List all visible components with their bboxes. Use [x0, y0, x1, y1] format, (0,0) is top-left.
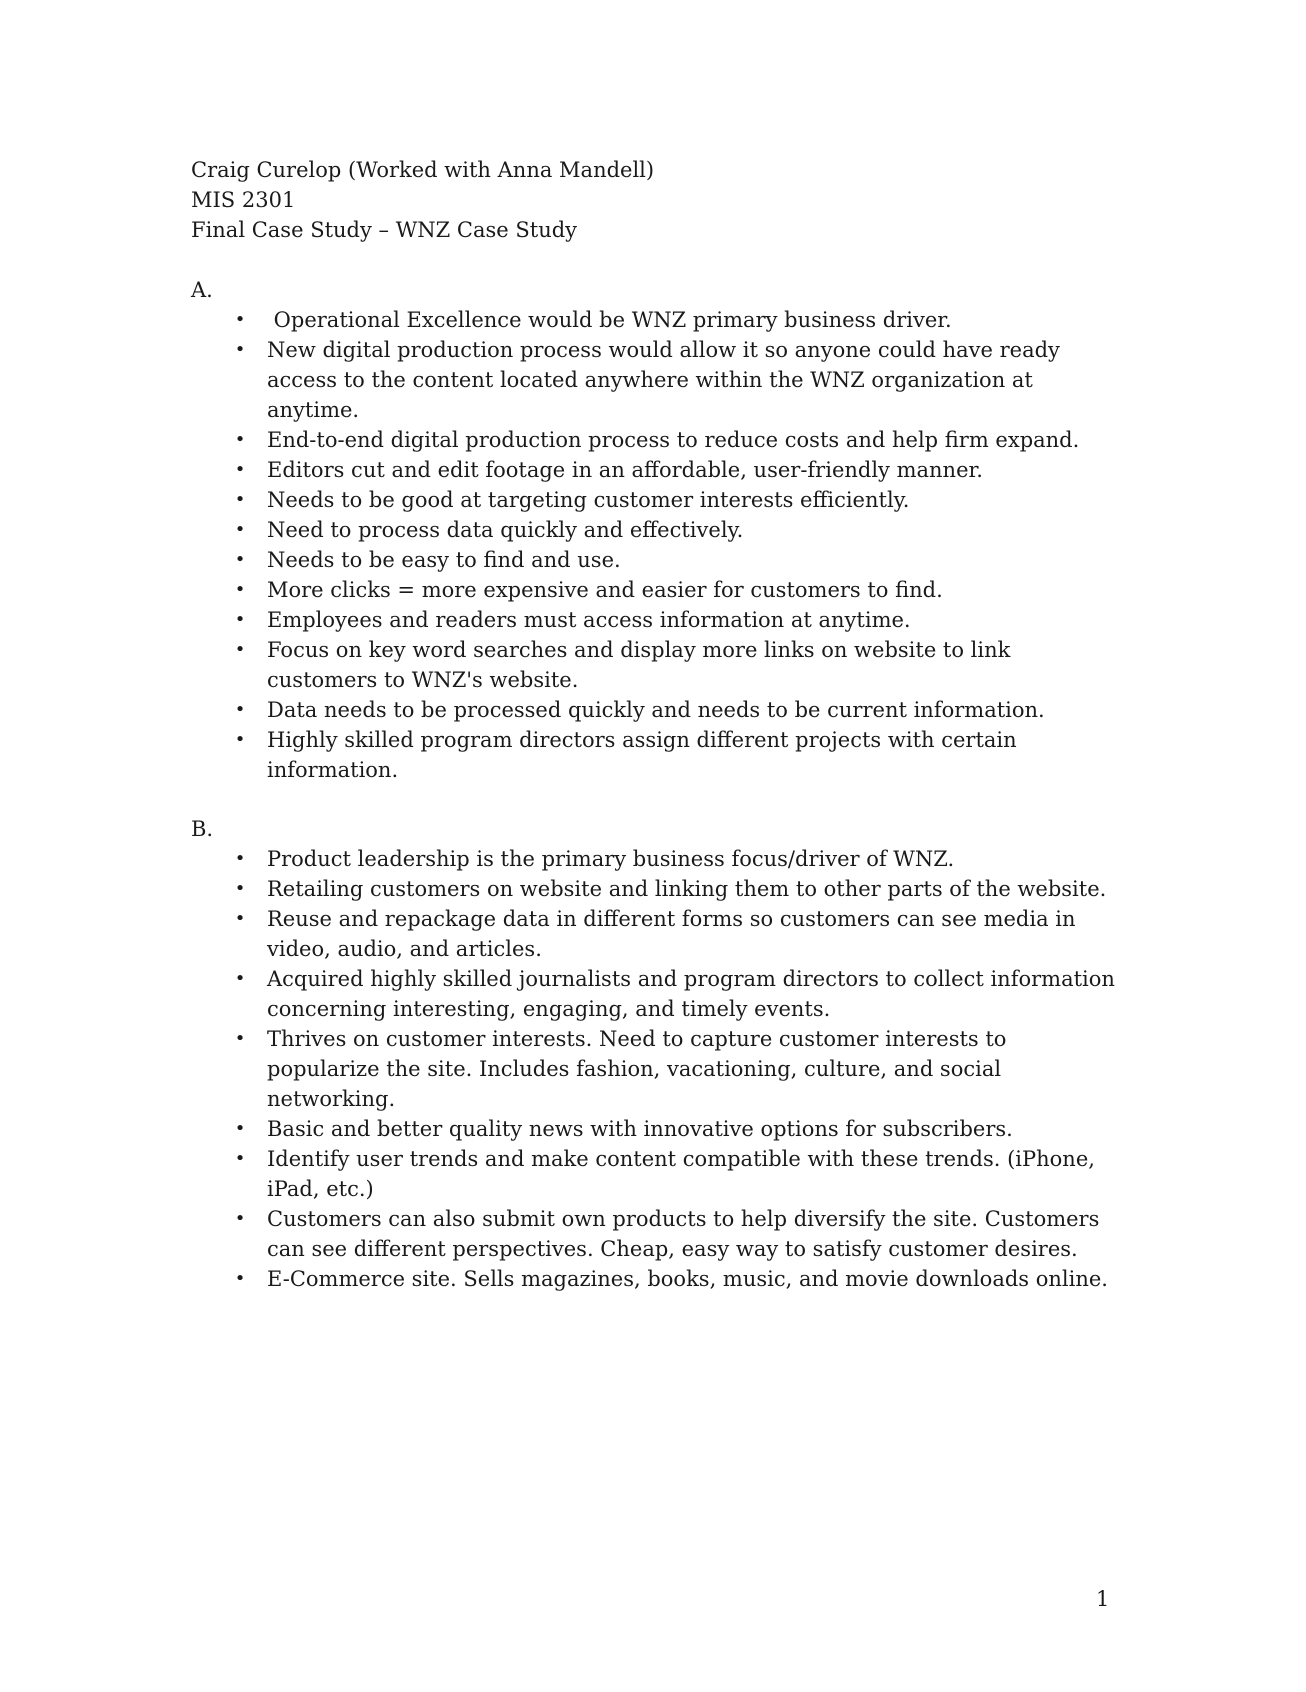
list-item-text: Editors cut and edit footage in an affordable, user-friendly manner. — [267, 458, 983, 482]
bullet-icon: • — [234, 968, 246, 989]
list-item-text: Focus on key word searches and display more links on website to link customers to WNZ's website. — [267, 638, 1011, 692]
list-item — [191, 485, 1121, 515]
title-line: Final Case Study – WNZ Case Study — [191, 218, 578, 242]
list-item — [191, 605, 1121, 635]
bullet-icon: • — [234, 1208, 246, 1229]
bullet-icon: • — [234, 519, 246, 540]
list-item — [191, 425, 1121, 455]
list-item-text: Need to process data quickly and effectively. — [267, 518, 744, 542]
list-item-text: Highly skilled program directors assign different projects with certain information. — [267, 728, 1017, 782]
section-b-label: B. — [191, 817, 214, 841]
list-item — [191, 1024, 1121, 1114]
list-item-text: E-Commerce site. Sells magazines, books, music, and movie downloads online. — [267, 1267, 1108, 1291]
section-a — [191, 275, 1121, 785]
list-item-text: Product leadership is the primary business focus/driver of WNZ. — [267, 847, 955, 871]
bullet-icon: • — [234, 908, 246, 929]
list-item — [191, 964, 1121, 1024]
bullet-icon: • — [234, 609, 246, 630]
list-item-text: Operational Excellence would be WNZ primary business driver. — [267, 308, 952, 332]
list-item — [191, 335, 1121, 425]
section-a-bullet-list — [191, 305, 1121, 785]
bullet-icon: • — [234, 1148, 246, 1169]
author-line: Craig Curelop (Worked with Anna Mandell) — [191, 158, 655, 182]
list-item-text: New digital production process would allow it so anyone could have ready access to the content located anywhere within the WNZ organization at anytime. — [267, 338, 1060, 422]
bullet-icon: • — [234, 639, 246, 660]
list-item-text: Data needs to be processed quickly and needs to be current information. — [267, 698, 1045, 722]
list-item-text: Identify user trends and make content compatible with these trends. (iPhone, iPad, etc.) — [267, 1147, 1095, 1201]
bullet-icon: • — [234, 309, 246, 330]
bullet-icon: • — [234, 699, 246, 720]
list-item — [191, 1264, 1121, 1294]
bullet-icon: • — [234, 459, 246, 480]
list-item-text: Reuse and repackage data in different forms so customers can see media in video, audio, and articles. — [267, 907, 1076, 961]
bullet-icon: • — [234, 489, 246, 510]
bullet-icon: • — [234, 549, 246, 570]
bullet-icon: • — [234, 429, 246, 450]
list-item — [191, 874, 1121, 904]
list-item-text: Needs to be good at targeting customer interests efficiently. — [267, 488, 910, 512]
list-item — [191, 695, 1121, 725]
list-item — [191, 545, 1121, 575]
list-item-text: Needs to be easy to find and use. — [267, 548, 621, 572]
list-item — [191, 455, 1121, 485]
page-number: 1 — [1096, 1587, 1110, 1611]
list-item — [191, 515, 1121, 545]
list-item — [191, 725, 1121, 785]
section-b-bullet-list — [191, 844, 1121, 1294]
list-item — [191, 305, 1121, 335]
list-item-text: Retailing customers on website and linking them to other parts of the website. — [267, 877, 1107, 901]
list-item-text: End-to-end digital production process to reduce costs and help firm expand. — [267, 428, 1080, 452]
list-item-text: Basic and better quality news with innovative options for subscribers. — [267, 1117, 1013, 1141]
list-item — [191, 575, 1121, 605]
list-item — [191, 1204, 1121, 1264]
bullet-icon: • — [234, 729, 246, 750]
list-item-text: Customers can also submit own products to help diversify the site. Customers can see different perspectives. Cheap, easy way to satisfy customer desires. — [267, 1207, 1100, 1261]
bullet-icon: • — [234, 848, 246, 869]
bullet-icon: • — [234, 579, 246, 600]
document-header — [191, 155, 654, 245]
section-b — [191, 814, 1121, 1294]
list-item — [191, 635, 1121, 695]
list-item — [191, 844, 1121, 874]
list-item — [191, 1114, 1121, 1144]
course-line: MIS 2301 — [191, 188, 296, 212]
bullet-icon: • — [234, 1268, 246, 1289]
list-item-text: Acquired highly skilled journalists and program directors to collect information concerning interesting, engaging, and timely events. — [267, 967, 1115, 1021]
list-item-text: More clicks = more expensive and easier for customers to find. — [267, 578, 943, 602]
list-item — [191, 904, 1121, 964]
bullet-icon: • — [234, 878, 246, 899]
list-item — [191, 1144, 1121, 1204]
bullet-icon: • — [234, 1028, 246, 1049]
section-a-label: A. — [191, 278, 213, 302]
list-item-text: Thrives on customer interests. Need to capture customer interests to popularize the site. Includes fashion, vacationing, culture, and social networking. — [267, 1027, 1007, 1111]
list-item-text: Employees and readers must access information at anytime. — [267, 608, 911, 632]
bullet-icon: • — [234, 1118, 246, 1139]
bullet-icon: • — [234, 339, 246, 360]
